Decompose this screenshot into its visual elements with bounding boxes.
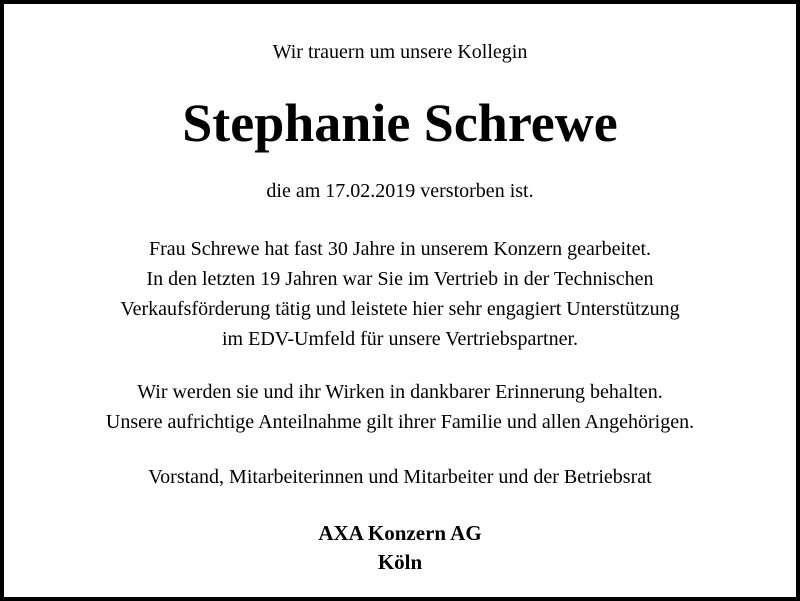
tribute-line: In den letzten 19 Jahren war Sie im Vertrieb in der Technischen (146, 268, 654, 290)
condolence-paragraph (4, 377, 796, 437)
condolence-line: Unsere aufrichtige Anteilnahme gilt ihrer Familie und allen Angehörigen. (105, 411, 695, 433)
tribute-line: Verkaufsförderung tätig und leistete hier sehr engagiert Unterstützung (120, 298, 680, 320)
date-line: die am 17.02.2019 verstorben ist. (266, 180, 534, 202)
company-name: AXA Konzern AG (318, 521, 482, 545)
tribute-line: im EDV-Umfeld für unsere Vertriebspartner. (221, 328, 578, 350)
intro-line: Wir trauern um unsere Kollegin (272, 41, 528, 63)
signatories-line: Vorstand, Mitarbeiterinnen und Mitarbeiter und der Betriebsrat (148, 466, 652, 488)
company-city: Köln (377, 550, 423, 574)
signatories-paragraph (4, 462, 796, 492)
deceased-name: Stephanie Schrewe (182, 93, 618, 153)
condolence-line: Wir werden sie und ihr Wirken in dankbarer Erinnerung behalten. (137, 381, 663, 403)
tribute-line: Frau Schrewe hat fast 30 Jahre in unserem Konzern gearbeitet. (148, 238, 652, 260)
tribute-paragraph (4, 234, 796, 354)
